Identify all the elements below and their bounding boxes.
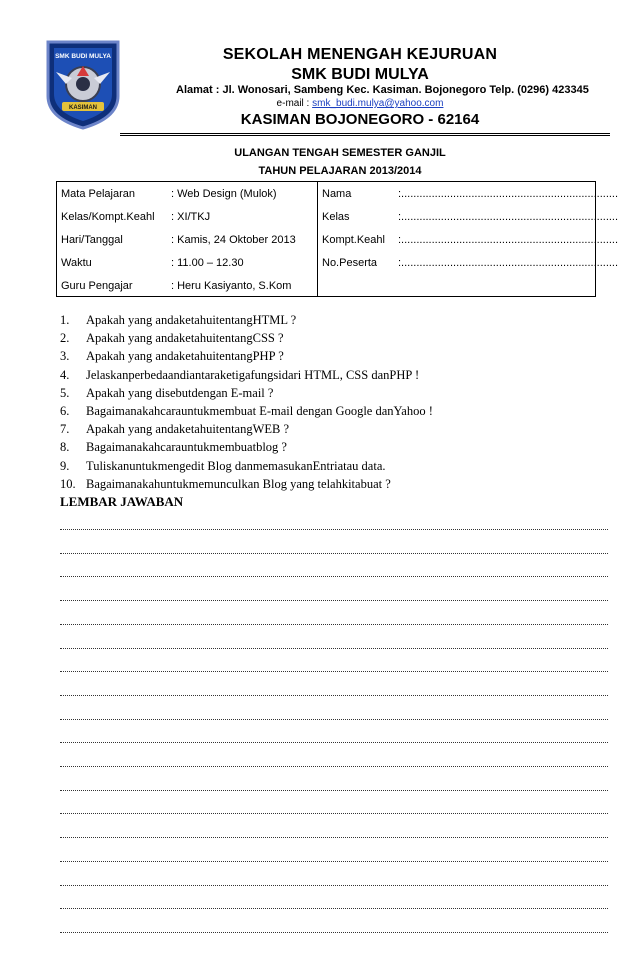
email-line	[150, 98, 570, 109]
question-item	[60, 422, 433, 440]
info-label: Kelas/Kompt.Keahl	[61, 211, 155, 223]
school-name: SMK BUDI MULYA	[291, 66, 429, 83]
question-item	[60, 477, 433, 495]
question-text: Apakah yang andaketahuitentangCSS ?	[86, 331, 284, 346]
answer-line[interactable]	[60, 671, 608, 672]
answer-line[interactable]	[60, 861, 608, 862]
question-item	[60, 440, 433, 458]
info-fill-line[interactable]: :.......................................................................	[398, 188, 619, 200]
answer-line[interactable]	[60, 648, 608, 649]
question-item	[60, 459, 433, 477]
exam-title: ULANGAN TENGAH SEMESTER GANJIL	[234, 147, 446, 159]
info-left-column	[57, 182, 318, 296]
logo-text-bottom: KASIMAN	[69, 105, 97, 111]
answer-line[interactable]	[60, 790, 608, 791]
school-city: KASIMAN BOJONEGORO - 62164	[240, 111, 480, 128]
question-number: 7.	[60, 422, 70, 437]
info-value: : Heru Kasiyanto, S.Kom	[171, 280, 292, 292]
question-number: 1.	[60, 313, 70, 327]
question-text: Apakah yang disebutdengan E-mail ?	[86, 385, 274, 400]
answer-line[interactable]	[60, 908, 608, 909]
school-type: SEKOLAH MENENGAH KEJURUAN	[222, 46, 498, 63]
logo-text-top: SMK BUDI MULYA	[55, 53, 111, 60]
question-text: Apakah yang andaketahuitentangHTML ?	[86, 313, 297, 327]
question-number: 3.	[60, 349, 70, 364]
answer-line[interactable]	[60, 576, 608, 577]
question-text: Apakah yang andaketahuitentangPHP ?	[86, 349, 284, 364]
question-item	[60, 313, 433, 331]
answer-line[interactable]	[60, 600, 608, 601]
info-fill-line[interactable]: :.......................................................................	[398, 257, 619, 269]
answer-line[interactable]	[60, 885, 608, 886]
question-number: 5.	[60, 385, 70, 400]
question-number: 2.	[60, 331, 70, 346]
question-number: 8.	[60, 440, 70, 455]
question-text: Bagaimanakahcarauntukmembuat E-mail dengan Google danYahoo !	[86, 403, 433, 418]
header-divider-2	[120, 135, 610, 136]
question-item	[60, 331, 433, 349]
answer-sheet-title: LEMBAR JAWABAN	[60, 494, 184, 509]
info-table	[56, 181, 619, 297]
question-number: 9.	[60, 458, 70, 473]
answer-line[interactable]	[60, 742, 608, 743]
question-item	[60, 404, 433, 422]
question-number: 10.	[60, 476, 76, 491]
info-fill-line[interactable]: :.......................................................................	[398, 234, 619, 246]
answer-line[interactable]	[60, 837, 608, 838]
email-link[interactable]: smk_budi.mulya@yahoo.com	[312, 98, 444, 109]
exam-year: TAHUN PELAJARAN 2013/2014	[258, 165, 422, 177]
question-number: 4.	[60, 367, 70, 382]
question-item	[60, 349, 433, 367]
answer-line[interactable]	[60, 932, 608, 933]
question-text: Jelaskanperbedaandiantaraketigafungsidari HTML, CSS danPHP !	[86, 367, 420, 382]
info-fill-line[interactable]: :.......................................................................	[398, 211, 619, 223]
answer-line[interactable]	[60, 766, 608, 767]
school-logo	[42, 38, 124, 130]
question-text: Apakah yang andaketahuitentangWEB ?	[86, 422, 290, 437]
info-value: : Web Design (Mulok)	[171, 188, 277, 200]
answer-line[interactable]	[60, 624, 608, 625]
info-value: : 11.00 – 12.30	[171, 257, 244, 269]
question-item	[60, 386, 433, 404]
info-label: Kelas	[322, 211, 350, 223]
info-right-column	[318, 182, 619, 296]
info-label: Nama	[322, 188, 352, 200]
question-item	[60, 368, 433, 386]
answer-line[interactable]	[60, 553, 608, 554]
question-text: Bagaimanakahcarauntukmembuatblog ?	[86, 440, 287, 455]
email-label: e-mail :	[276, 98, 313, 109]
question-text: Bagaimanakahuntukmemunculkan Blog yang telahkitabuat ?	[86, 476, 391, 491]
question-number: 6.	[60, 403, 70, 418]
info-value: : Kamis, 24 Oktober 2013	[171, 234, 296, 246]
answer-line[interactable]	[60, 529, 608, 530]
school-address: Alamat : Jl. Wonosari, Sambeng Kec. Kasiman. Bojonegoro Telp. (0296) 423345	[176, 84, 589, 96]
info-label: Kompt.Keahl	[322, 234, 385, 246]
answer-line[interactable]	[60, 719, 608, 720]
info-label: Guru Pengajar	[61, 280, 133, 292]
info-label: Hari/Tanggal	[61, 234, 123, 246]
question-text: Tuliskanuntukmengedit Blog danmemasukanEntriatau data.	[86, 458, 386, 473]
question-list	[60, 313, 433, 495]
header-divider	[120, 133, 610, 134]
info-label: Waktu	[61, 257, 92, 269]
info-label: No.Peserta	[322, 257, 378, 269]
answer-line[interactable]	[60, 813, 608, 814]
answer-line[interactable]	[60, 695, 608, 696]
info-value: : XI/TKJ	[171, 211, 211, 223]
info-label: Mata Pelajaran	[61, 188, 135, 200]
